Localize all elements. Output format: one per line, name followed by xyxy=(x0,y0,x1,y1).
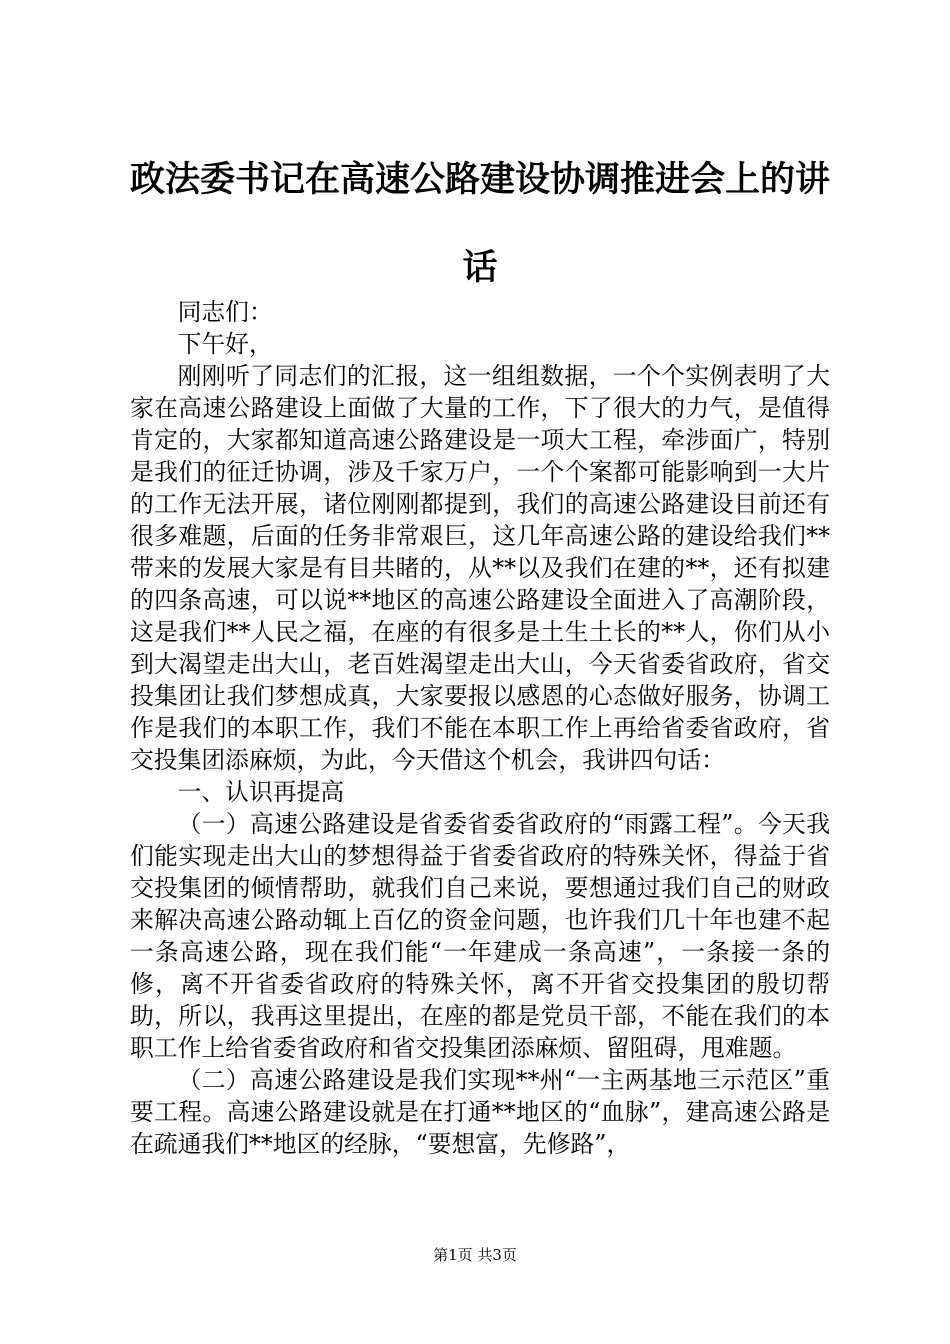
document-body xyxy=(130,296,830,1160)
document-title-line-1: 政法委书记在高速公路建设协调推进会上的讲 xyxy=(129,160,830,200)
body-paragraph: 刚刚听了同志们的汇报，这一组组数据，一个个实例表明了大家在高速公路建设上面做了大量的工作，下了很大的力气，是值得肯定的，大家都知道高速公路建设是一项大工程，牵涉面广，特别是我们的征迁协调，涉及千家万户，一个个案都可能影响到一大片的工作无法开展，诸位刚刚都提到，我们的高速公路建设目前还有很多难题，后面的任务非常艰巨，这几年高速公路的建设给我们**带来的发展大家是有目共睹的，从**以及我们在建的**，还有拟建的四条高速，可以说**地区的高速公路建设全面进入了高潮阶段，这是我们**人民之福，在座的有很多是土生土长的**人，你们从小到大渴望走出大山，老百姓渴望走出大山，今天省委省政府，省交投集团让我们梦想成真，大家要报以感恩的心态做好服务，协调工作是我们的本职工作，我们不能在本职工作上再给省委省政府，省交投集团添麻烦，为此，今天借这个机会，我讲四句话： xyxy=(130,362,830,774)
page-footer: 第1页 共3页 xyxy=(433,1246,517,1264)
salutation: 同志们： xyxy=(177,298,273,326)
document-title-line-2: 话 xyxy=(462,248,498,288)
section-heading: 一、认识再提高 xyxy=(177,778,345,806)
body-paragraph: （一）高速公路建设是省委省委省政府的“雨露工程”。今天我们能实现走出大山的梦想得益于省委省政府的特殊关怀，得益于省交投集团的倾情帮助，就我们自己来说，要想通过我们自己的财政来解决高速公路动辄上百亿的资金问题，也许我们几十年也建不起一条高速公路，现在我们能“一年建成一条高速”，一条接一条的修，离不开省委省政府的特殊关怀，离不开省交投集团的殷切帮助，所以，我再这里提出，在座的都是党员干部，不能在我们的本职工作上给省委省政府和省交投集团添麻烦、留阻碍，甩难题。 xyxy=(130,810,830,1062)
greeting: 下午好， xyxy=(177,330,273,358)
body-paragraph: （二）高速公路建设是我们实现**州“一主两基地三示范区”重要工程。高速公路建设就是在打通**地区的“血脉”，建高速公路是在疏通我们**地区的经脉，“要想富，先修路”， xyxy=(130,1066,830,1158)
